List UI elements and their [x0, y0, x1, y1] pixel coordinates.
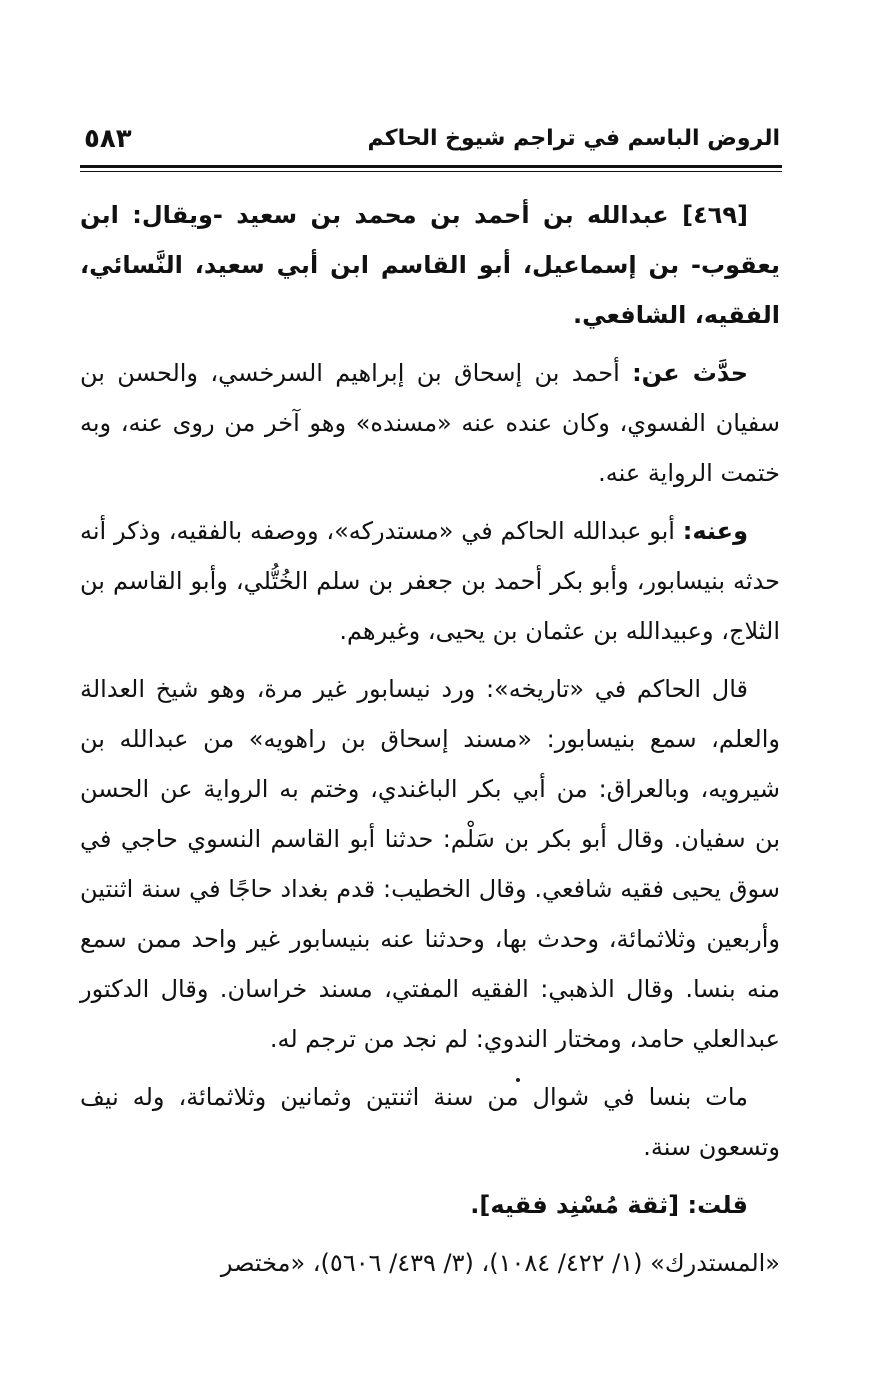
haddath-paragraph [80, 348, 780, 498]
mat-paragraph: مات بنسا في شوال من سنة اثنتين وثمانين وثلاثمائة، وله نيف وتسعون سنة. [80, 1083, 780, 1161]
haddath-text: أحمد بن إسحاق بن إبراهيم السرخسي، والحسن بن سفيان الفسوي، وكان عنده عنه «مسنده» وهو آخر من روى عنه، وبه ختمت الرواية عنه. [80, 359, 780, 487]
page-header [80, 120, 780, 160]
qultu-paragraph: قلت: [ثقة مُسْنِد فقيه]. [470, 1191, 748, 1219]
qala-paragraph: قال الحاكم في «تاريخه»: ورد نيسابور غير مرة، وهو شيخ العدالة والعلم، سمع بنيسابور: «مسند إسحاق بن راهويه» من عبدالله بن شيرويه، وبالعراق: من أبي بكر الباغندي، وختم به الرواية عن الحسن بن سفيان. وقال أبو بكر بن سَلْم: حدثنا أبو القاسم النسوي حاجي في سوق يحيى فقيه شافعي. وقال الخطيب: قدم بغداد حاجًا في سنة اثنتين وأربعين وثلاثمائة، وحدث بها، وحدثنا عنه بنيسابور غير واحد ممن سمع منه بنسا. وقال الذهبي: الفقيه المفتي، مسند خراسان. وقال الدكتور عبدالعلي حامد، ومختار الندوي: لم نجد من ترجم له. [80, 675, 780, 1053]
stray-dot [516, 1078, 520, 1082]
haddath-label: حدَّث عن: [632, 359, 748, 387]
anhu-label: وعنه: [682, 517, 748, 545]
header-rule-thin [80, 171, 782, 172]
anhu-text: أبو عبدالله الحاكم في «مستدركه»، ووصفه بالفقيه، وذكر أنه حدثه بنيسابور، وأبو بكر أحمد بن جعفر بن سلم الخُتُّلي، وأبو القاسم بن الثلاج، وعبيدالله بن عثمان بن يحيى، وغيرهم. [80, 517, 780, 645]
header-rule-thick [80, 165, 782, 168]
entry-title: [٤٦٩] عبدالله بن أحمد بن محمد بن سعيد -ويقال: ابن يعقوب- بن إسماعيل، أبو القاسم ابن أبي سعيد، النَّسائي، الفقيه، الشافعي. [80, 201, 780, 329]
running-title: الروض الباسم في تراجم شيوخ الحاكم [367, 126, 780, 151]
anhu-paragraph [80, 506, 780, 656]
page-number: ٥٨٣ [84, 124, 132, 154]
sources-line: «المستدرك» (١/ ٤٢٢/ ١٠٨٤)، (٣/ ٤٣٩/ ٥٦٠٦)، «مختصر [220, 1249, 780, 1277]
entry-body [80, 190, 780, 1296]
